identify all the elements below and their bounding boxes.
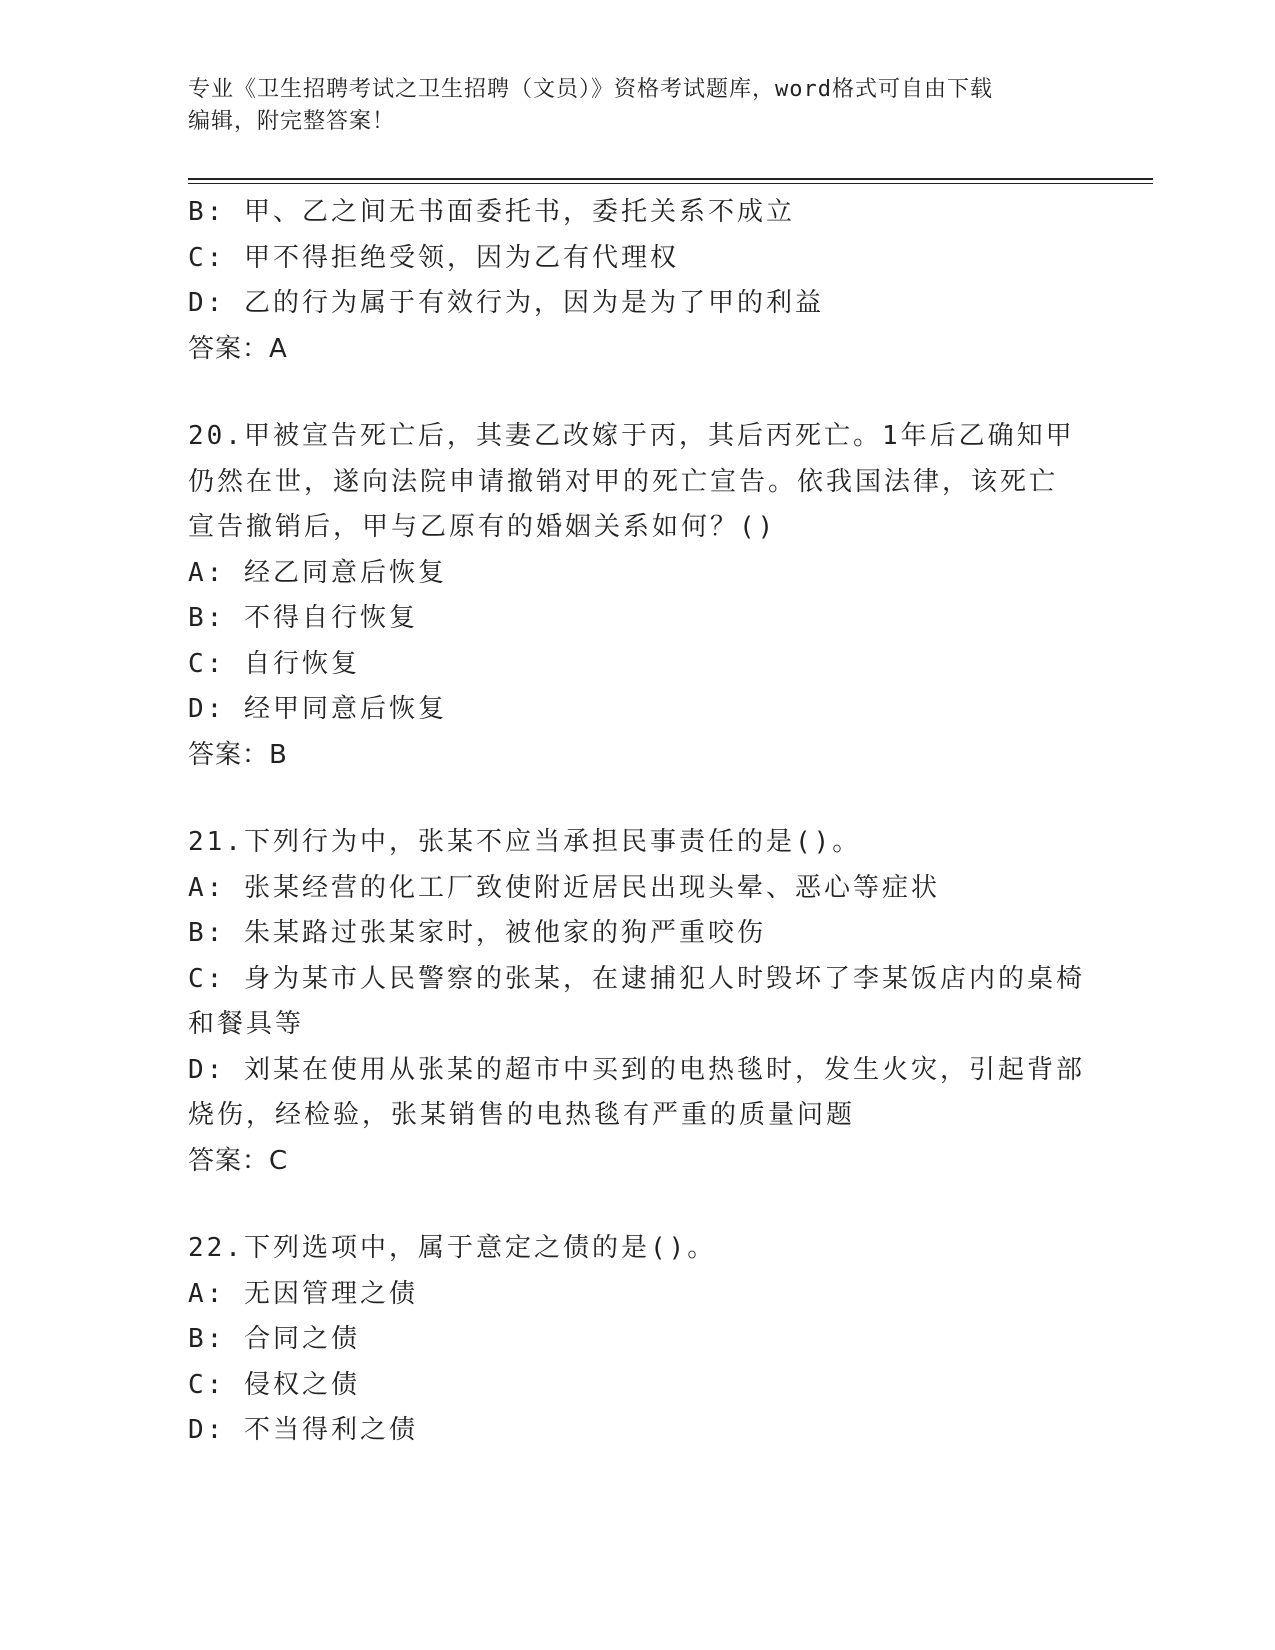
option-d-continued: 烧伤，经检验，张某销售的电热毯有严重的质量问题 [188,1100,856,1130]
answer-line: 答案：A [188,333,288,364]
option-b: B: 朱某路过张某家时，被他家的狗严重咬伤 [188,918,766,948]
question-stem-line: 21.下列行为中，张某不应当承担民事责任的是()。 [188,827,862,857]
spacer [188,1184,1088,1226]
question-stem-line: 22.下列选项中，属于意定之债的是()。 [188,1233,717,1263]
option-a: A: 经乙同意后恢复 [188,557,447,588]
spacer [188,372,1088,414]
option-c-continued: 和餐具等 [188,1009,305,1039]
question-20 [188,414,1088,778]
option-b: B: 甲、乙之间无书面委托书，委托关系不成立 [188,197,795,227]
question-stem-line: 宣告撤销后，甲与乙原有的婚姻关系如何？() [188,512,777,542]
question-19-continued [188,190,1088,372]
header-line-2: 编辑，附完整答案！ [188,109,396,134]
header-line-1: 专业《卫生招聘考试之卫生招聘（文员）》资格考试题库，word格式可自由下载 [188,77,993,102]
document-header [188,74,1068,138]
option-d: D: 不当得利之债 [188,1415,418,1445]
option-b: B: 不得自行恢复 [188,603,418,633]
option-c: C: 侵权之债 [188,1369,360,1400]
spacer [188,778,1088,820]
option-d: D: 乙的行为属于有效行为，因为是为了甲的利益 [188,288,824,318]
option-c: C: 自行恢复 [188,648,360,679]
option-a: A: 张某经营的化工厂致使附近居民出现头晕、恶心等症状 [188,872,940,903]
header-divider-thin [188,183,1153,184]
option-d: D: 刘某在使用从张某的超市中买到的电热毯时，发生火灾，引起背部 [188,1054,1085,1085]
option-a: A: 无因管理之债 [188,1278,418,1309]
question-21 [188,820,1088,1184]
option-b: B: 合同之债 [188,1324,360,1354]
question-content [188,190,1088,1454]
answer-line: 答案：C [188,1145,289,1176]
question-stem-line: 仍然在世，遂向法院申请撤销对甲的死亡宣告。依我国法律，该死亡 [188,466,1059,497]
question-22 [188,1226,1088,1454]
option-d: D: 经甲同意后恢复 [188,694,447,724]
header-divider-thick [188,178,1153,180]
question-stem-line: 20.甲被宣告死亡后，其妻乙改嫁于丙，其后丙死亡。1年后乙确知甲 [188,421,1075,451]
answer-line: 答案：B [188,739,288,770]
option-c: C: 身为某市人民警察的张某，在逮捕犯人时毁坏了李某饭店内的桌椅 [188,963,1085,994]
option-c: C: 甲不得拒绝受领，因为乙有代理权 [188,242,679,273]
